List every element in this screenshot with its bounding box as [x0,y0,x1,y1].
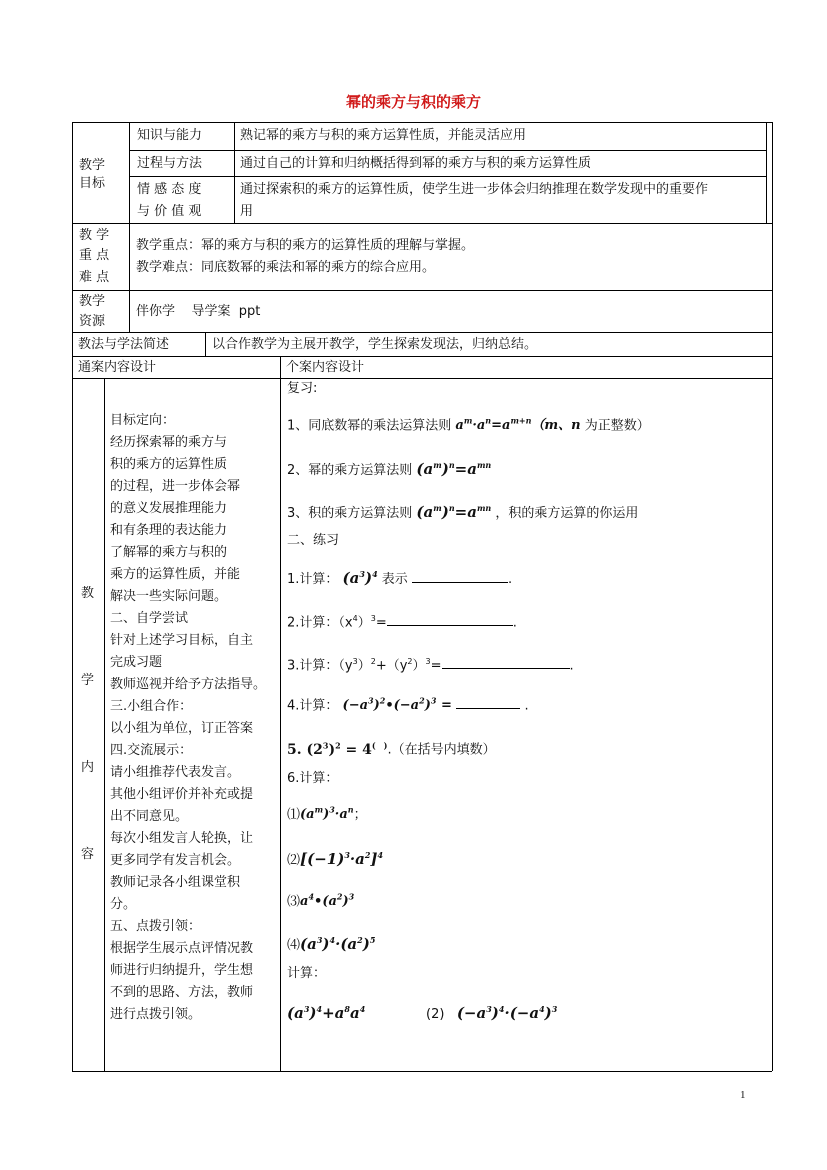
emotion-label-1: 情 感 态 度 [137,182,202,197]
common-line: 每次小组发言人轮换，让 [110,831,254,846]
rule-2-formula: $(a^m)^n=a^{mn}$ [416,460,492,478]
keypoints-header-2: 重 点 [79,248,110,263]
teaching-focus: 教学重点：幂的乘方与积的乘方的运算性质的理解与掌握。 [136,238,475,253]
calc-2: (2) $(-a^3)^4\cdot(-a^4)^3$ [426,1004,558,1022]
common-line: 积的乘方的运算性质 [110,457,228,472]
resources-header-1: 教学 [79,294,106,309]
resources-text: 伴你学 导学案 ppt [136,304,261,319]
common-line: 出不同意见。 [110,809,189,824]
common-line: 乘方的运算性质，并能 [110,567,241,582]
answer-blank[interactable] [456,708,520,709]
common-line: 请小组推荐代表发言。 [110,765,241,780]
common-line: 教师巡视并给予方法指导。 [110,677,267,692]
question-6-4-formula: $(a^3)^4\cdot(a^2)^5$ [300,935,376,953]
knowledge-label: 知识与能力 [137,128,203,143]
question-4-formula: $(-a^3)^2•(-a^2)^3$ = [342,696,457,714]
common-content [110,410,266,1026]
question-1-prefix: 1.计算： [287,572,339,587]
rule-1 [287,414,650,433]
answer-blank[interactable] [387,625,513,626]
common-line: 三.小组合作： [110,699,193,714]
common-line: 以小组为单位，订正答案 [110,721,254,736]
question-4: 4.计算： $(-a^3)^2•(-a^2)^3$ = . [287,696,529,714]
resources-header-2: 资源 [79,314,106,329]
method-label: 教法与学法简述 [78,337,170,352]
side-label-3: 内 [81,760,95,775]
common-line: 针对上述学习目标，自主 [110,633,254,648]
process-text: 通过自己的计算和归纳概括得到幂的乘方与积的乘方运算性质 [240,156,592,171]
objectives-header-2: 目标 [79,176,106,191]
question-6-3-formula: $a^4•(a^2)^3$ [300,892,355,910]
common-line: 不到的思路、方法，教师 [110,985,254,1000]
page-title: 幂的乘方与积的乘方 [345,93,481,111]
keypoints-header-1: 教 学 [79,228,110,243]
question-3-text: 3.计算：（y [287,658,353,674]
common-line: 的过程，进一步体会幂 [110,479,241,494]
calc-2-formula: $(-a^3)^4\cdot(-a^4)^3$ [456,1004,558,1022]
rule-3-formula: $(a^m)^n=a^{mn}$ [416,503,492,521]
common-line: 师进行归纳提升，学生想 [110,963,254,978]
side-label-2: 学 [81,673,95,688]
question-5 [287,738,496,758]
knowledge-text: 熟记幂的乘方与积的乘方运算性质，并能灵活应用 [240,128,527,143]
question-1-mid: 表示 [381,572,408,587]
common-line: 经历探索幂的乘方与 [110,435,228,450]
emotion-text-1: 通过探索积的乘方的运算性质，使学生进一步体会归纳推理在数学发现中的重要作 [240,182,709,197]
rule-2 [287,458,491,478]
side-label-1: 教 [81,586,95,601]
practice-heading: 二、练习 [287,533,340,548]
common-line: 目标定向： [110,413,176,428]
common-line: 完成习题 [110,655,163,670]
calc-1 [287,1002,365,1022]
question-6-2-formula: $[(-1)^3\cdot a^2]^4$ [300,850,384,868]
common-design-header: 通案内容设计 [78,360,157,375]
common-line: 进行点拨引领。 [110,1007,202,1022]
question-6-4: $⑷(a^3)^4\cdot(a^2)^5$ [287,935,376,953]
question-5-formula: 5. $(2^3)^2 = 4^{( )}$ [287,740,388,758]
calc-heading: 计算： [287,966,327,981]
teaching-difficulty: 教学难点：同底数幂的乘法和幂的乘方的综合应用。 [136,260,436,275]
question-4-prefix: 4.计算： [287,698,339,714]
individual-design-header: 个案内容设计 [286,360,365,375]
question-6-1-formula: $(a^m)^3\cdot a^n$ [300,805,354,823]
question-2: 2.计算：$(x^4)^3=$ . [287,614,517,631]
question-6: 6.计算： [287,771,339,786]
common-line: 根据学生展示点评情况教 [110,941,254,956]
method-text: 以合作教学为主展开教学，学生探索发现法，归纳总结。 [212,337,538,352]
question-6-2: $⑵[(-1)^3\cdot a^2]^4$ [287,850,384,868]
common-line: 和有条理的表达能力 [110,523,228,538]
common-line: 教师记录各小组课堂积 [110,875,241,890]
calc-1-formula: $(a^3)^4+a^8a^4$ [287,1004,366,1022]
common-line: 四.交流展示： [110,743,193,758]
common-line: 解决一些实际问题。 [110,589,228,604]
common-line: 更多同学有发言机会。 [110,853,241,868]
rule-1-prefix: 1、同底数幂的乘法运算法则 [287,418,452,434]
question-3: 3.计算：$(y^3)^2+(y^2)^3=$ . [287,657,574,674]
objectives-header-1: 教学 [79,158,106,173]
common-line: 分。 [110,897,137,912]
rule-1-formula: $a^m\cdot a^n=a^{m+n}(m$、n [455,416,581,434]
rule-3-prefix: 3、积的乘方运算法则 [287,506,413,521]
side-label-4: 容 [81,847,95,862]
emotion-text-2: 用 [240,204,254,219]
rule-1-suffix: 为正整数） [584,418,650,434]
keypoints-header-3: 难 点 [79,270,110,285]
process-label: 过程与方法 [137,156,203,171]
rule-2-prefix: 2、幂的乘方运算法则 [287,463,413,478]
question-5-suffix: .（在括号内填数） [387,742,496,758]
rule-3-suffix: ，积的乘方运算的你运用 [495,506,639,521]
common-line: 了解幂的乘方与积的 [110,545,228,560]
emotion-label-2: 与 价 值 观 [137,204,202,219]
question-6-3: $⑶a^4•(a^2)^3$ [287,892,355,910]
common-line: 其他小组评价并补充或提 [110,787,254,802]
question-1: 1.计算： $(a^3)^4$ 表示 . [287,569,513,587]
question-6-1: $⑴(a^m)^3\cdot a^n$； [287,805,367,823]
question-1-formula: $(a^3)^4$ [342,569,378,587]
common-line: 的意义发展推理能力 [110,501,228,516]
review-heading: 复习: [287,381,318,396]
answer-blank[interactable] [412,582,508,583]
common-line: 二、自学尝试 [110,611,189,626]
answer-blank[interactable] [442,668,570,669]
rule-3 [287,501,638,521]
page-number: 1 [740,1089,746,1101]
common-line: 五、点拨引领： [110,919,202,934]
question-2-text: 2.计算：（x [287,615,353,631]
